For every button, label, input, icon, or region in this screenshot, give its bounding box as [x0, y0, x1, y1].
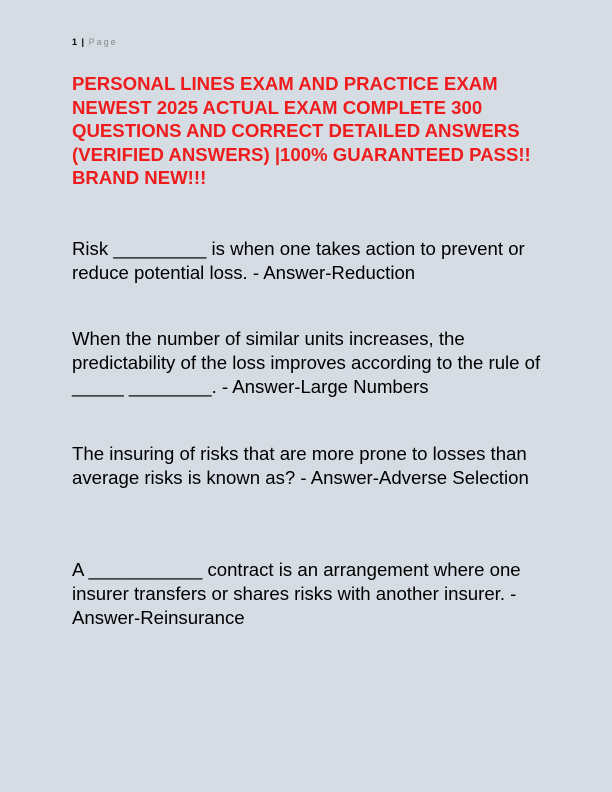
page-header — [72, 37, 118, 48]
document-title: PERSONAL LINES EXAM AND PRACTICE EXAM NEWEST 2025 ACTUAL EXAM COMPLETE 300 QUESTIONS AND CORRECT DETAILED ANSWERS (VERIFIED ANSWERS) |100% GUARANTEED PASS!! BRAND NEW!!! — [72, 73, 531, 189]
page-number: 1 — [72, 37, 78, 47]
page-separator: | — [81, 37, 85, 47]
question-answer-2: When the number of similar units increases, the predictability of the loss improves according to the rule of _____ ________. - Answer-Large Numbers — [72, 328, 541, 398]
question-answer-1: Risk _________ is when one takes action to prevent or reduce potential loss. - Answer-Reduction — [72, 238, 525, 284]
page-label: Page — [88, 37, 118, 47]
question-answer-4: A ___________ contract is an arrangement where one insurer transfers or shares risks with another insurer. - Answer-Reinsurance — [72, 559, 521, 629]
question-answer-3: The insuring of risks that are more prone to losses than average risks is known as? - Answer-Adverse Selection — [72, 443, 529, 489]
